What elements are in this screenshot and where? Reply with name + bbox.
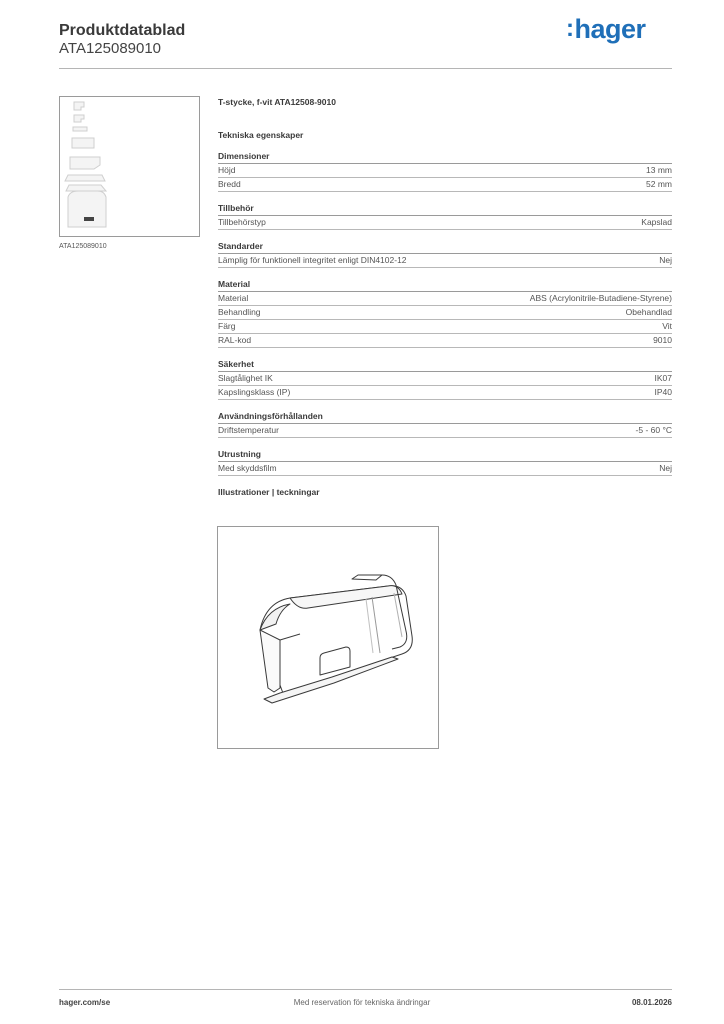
- product-drawing: [217, 526, 439, 749]
- spec-label: Bredd: [218, 179, 241, 189]
- spec-row: [218, 462, 672, 476]
- product-name: T-stycke, f-vit ATA12508-9010: [218, 97, 336, 107]
- spec-section-accessories: [218, 202, 672, 230]
- illustrations-heading: Illustrationer | teckningar: [218, 487, 320, 497]
- product-thumbnail: [59, 96, 200, 237]
- spec-label: Med skyddsfilm: [218, 463, 277, 473]
- spec-value: Nej: [659, 463, 672, 473]
- spec-section-dimensions: [218, 150, 672, 192]
- section-title: Tillbehör: [218, 202, 672, 216]
- footer-website-link[interactable]: hager.com/se: [59, 998, 111, 1007]
- spec-row: [218, 372, 672, 386]
- page-title: Produktdatablad: [59, 22, 186, 39]
- spec-value: IP40: [654, 387, 672, 397]
- spec-section-usage-conditions: [218, 410, 672, 438]
- spec-label: Driftstemperatur: [218, 425, 279, 435]
- spec-row: [218, 320, 672, 334]
- spec-row: [218, 216, 672, 230]
- technical-properties-heading: Tekniska egenskaper: [218, 130, 304, 140]
- spec-label: Kapslingsklass (IP): [218, 387, 291, 397]
- spec-label: Tillbehörstyp: [218, 217, 266, 227]
- spec-row: [218, 164, 672, 178]
- spec-value: 13 mm: [646, 165, 672, 175]
- spec-label: Lämplig för funktionell integritet enligt DIN4102-12: [218, 255, 407, 265]
- spec-row: [218, 424, 672, 438]
- product-exploded-view-icon: [60, 97, 199, 236]
- thumbnail-caption: ATA125089010: [59, 243, 107, 250]
- spec-label: RAL-kod: [218, 335, 252, 345]
- spec-value: Kapslad: [641, 217, 672, 227]
- hager-logo: :hager: [566, 14, 646, 44]
- header-divider: [59, 68, 672, 69]
- spec-value: Nej: [659, 255, 672, 265]
- spec-value: 9010: [653, 335, 672, 345]
- spec-value: -5 - 60 °C: [635, 425, 672, 435]
- spec-value: IK07: [654, 373, 672, 383]
- footer-date: 08.01.2026: [631, 998, 672, 1007]
- t-piece-line-drawing-icon: [218, 527, 438, 748]
- section-title: Dimensioner: [218, 150, 672, 164]
- spec-value: 52 mm: [646, 179, 672, 189]
- section-title: Användningsförhållanden: [218, 410, 672, 424]
- spec-value: ABS (Acrylonitrile-Butadiene-Styrene): [529, 293, 672, 303]
- spec-label: Slagtålighet IK: [218, 373, 273, 383]
- spec-label: Höjd: [218, 165, 236, 175]
- spec-label: Behandling: [218, 307, 261, 317]
- footer-disclaimer: Med reservation för tekniska ändringar: [293, 998, 431, 1007]
- spec-section-equipment: [218, 448, 672, 476]
- section-title: Material: [218, 278, 672, 292]
- spec-content: [218, 96, 672, 499]
- product-reference: ATA125089010: [59, 40, 162, 57]
- spec-row: [218, 178, 672, 192]
- spec-section-standards: [218, 240, 672, 268]
- spec-row: [218, 292, 672, 306]
- section-title: Standarder: [218, 240, 672, 254]
- spec-row: [218, 254, 672, 268]
- spec-label: Material: [218, 293, 249, 303]
- spec-value: Vit: [662, 321, 672, 331]
- spec-row: [218, 306, 672, 320]
- spec-section-material: [218, 278, 672, 348]
- spec-value: Obehandlad: [625, 307, 672, 317]
- spec-section-safety: [218, 358, 672, 400]
- footer-divider: [59, 989, 672, 990]
- section-title: Säkerhet: [218, 358, 672, 372]
- section-title: Utrustning: [218, 448, 672, 462]
- spec-row: [218, 334, 672, 348]
- spec-row: [218, 386, 672, 400]
- spec-label: Färg: [218, 321, 236, 331]
